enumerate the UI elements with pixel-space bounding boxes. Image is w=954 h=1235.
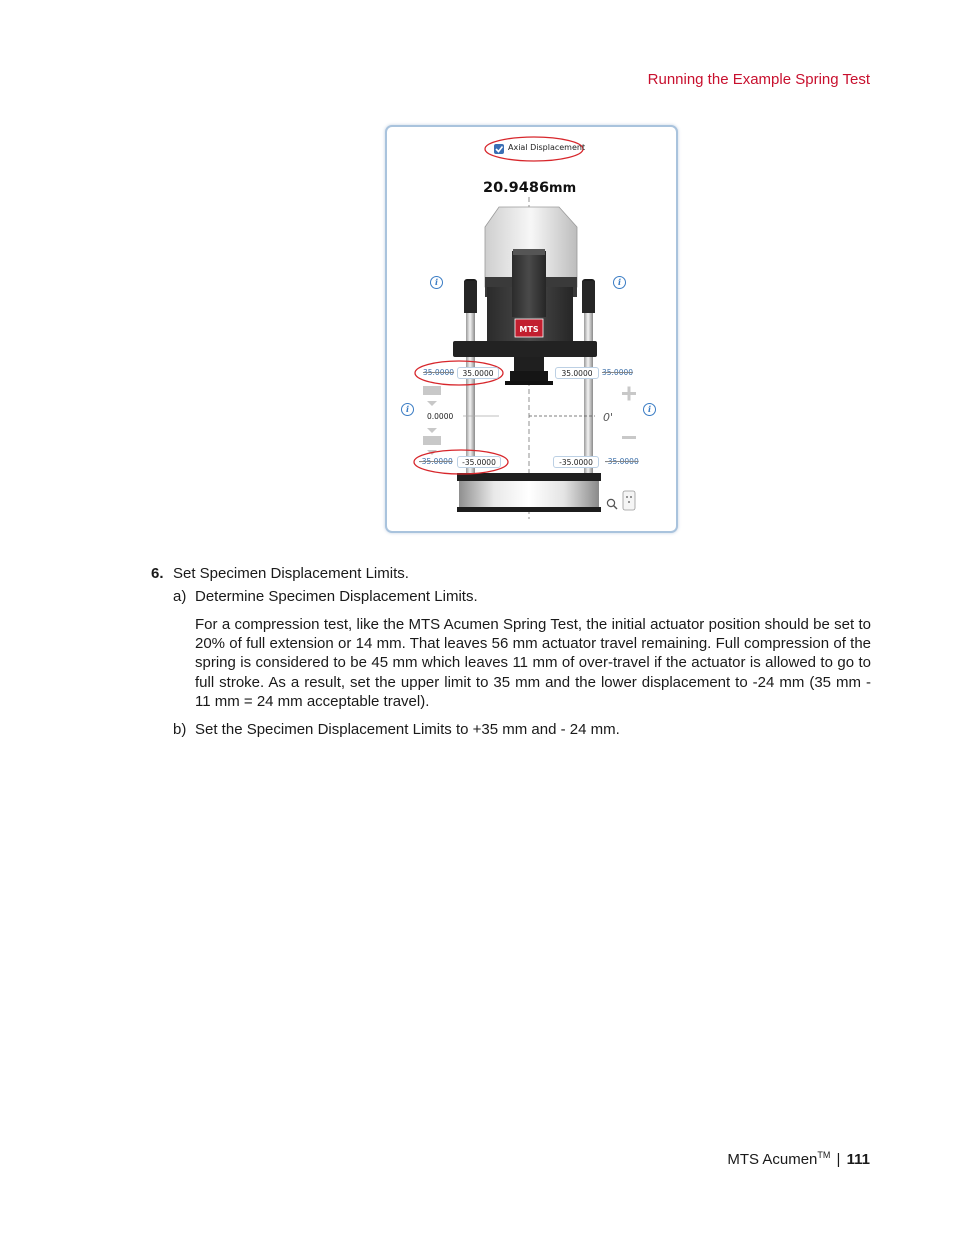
trademark-symbol: TM (817, 1150, 831, 1160)
info-icon[interactable]: i (430, 276, 443, 289)
page-header-title: Running the Example Spring Test (647, 71, 870, 88)
lower-limit-right-old-value: -35.0000 (605, 457, 639, 466)
handset-icon[interactable] (623, 491, 635, 510)
zoom-icon[interactable] (607, 499, 617, 509)
upper-limit-right-input[interactable]: 35.0000 (555, 367, 599, 379)
plus-button[interactable] (622, 387, 636, 401)
axial-displacement-label: Axial Displacement (508, 143, 586, 152)
footer-separator: | (836, 1151, 841, 1168)
upper-limit-left-old-value: 35.0000 (423, 368, 455, 377)
lower-limit-right-input[interactable]: -35.0000 (553, 456, 599, 468)
step-title: Set Specimen Displacement Limits. (173, 565, 409, 582)
zero-position-value: 0.0000 (427, 412, 454, 421)
svg-text:MTS: MTS (519, 325, 539, 334)
axial-displacement-checkbox[interactable] (494, 144, 504, 154)
info-icon[interactable]: i (401, 403, 414, 416)
substep-b-text: Set the Specimen Displacement Limits to +35 mm and - 24 mm. (195, 721, 620, 738)
zero-reference-marker: 0' (603, 411, 614, 424)
page-footer (727, 1150, 870, 1168)
footer-product-name: MTS Acumen (727, 1151, 818, 1168)
mts-logo (515, 319, 543, 337)
lower-limit-left-old-value: -35.0000 (419, 457, 453, 466)
lower-limit-left-input[interactable]: -35.0000 (457, 456, 501, 468)
page-number: 111 (846, 1151, 870, 1168)
minus-button[interactable] (622, 436, 636, 439)
info-icon[interactable]: i (643, 403, 656, 416)
upper-limit-right-old-value: 35.0000 (602, 368, 634, 377)
upper-limit-left-input[interactable]: 35.0000 (457, 367, 499, 379)
displacement-readout: 20.9486mm (483, 180, 577, 196)
instruction-paragraph: For a compression test, like the MTS Acumen Spring Test, the initial actuator position should be set to 20% of full extension or 14 mm. That leaves 56 mm actuator travel remaining. Full compression of the spring is considered to be 45 mm which leaves 11 mm of over-travel if the actuator is allowed to go to full stroke. As a result, set the upper limit to 35 mm and the lower displacement to -24 mm (35 mm - 11 mm = 24 mm acceptable travel). (195, 616, 871, 710)
substep-a-marker: a) (173, 588, 187, 605)
step-number: 6. (151, 565, 164, 582)
jog-up-button[interactable] (423, 386, 441, 406)
substep-b-marker: b) (173, 721, 187, 738)
load-frame-base (457, 473, 601, 512)
axial-displacement-figure (385, 125, 678, 533)
substep-a-text: Determine Specimen Displacement Limits. (195, 588, 478, 605)
info-icon[interactable]: i (613, 276, 626, 289)
